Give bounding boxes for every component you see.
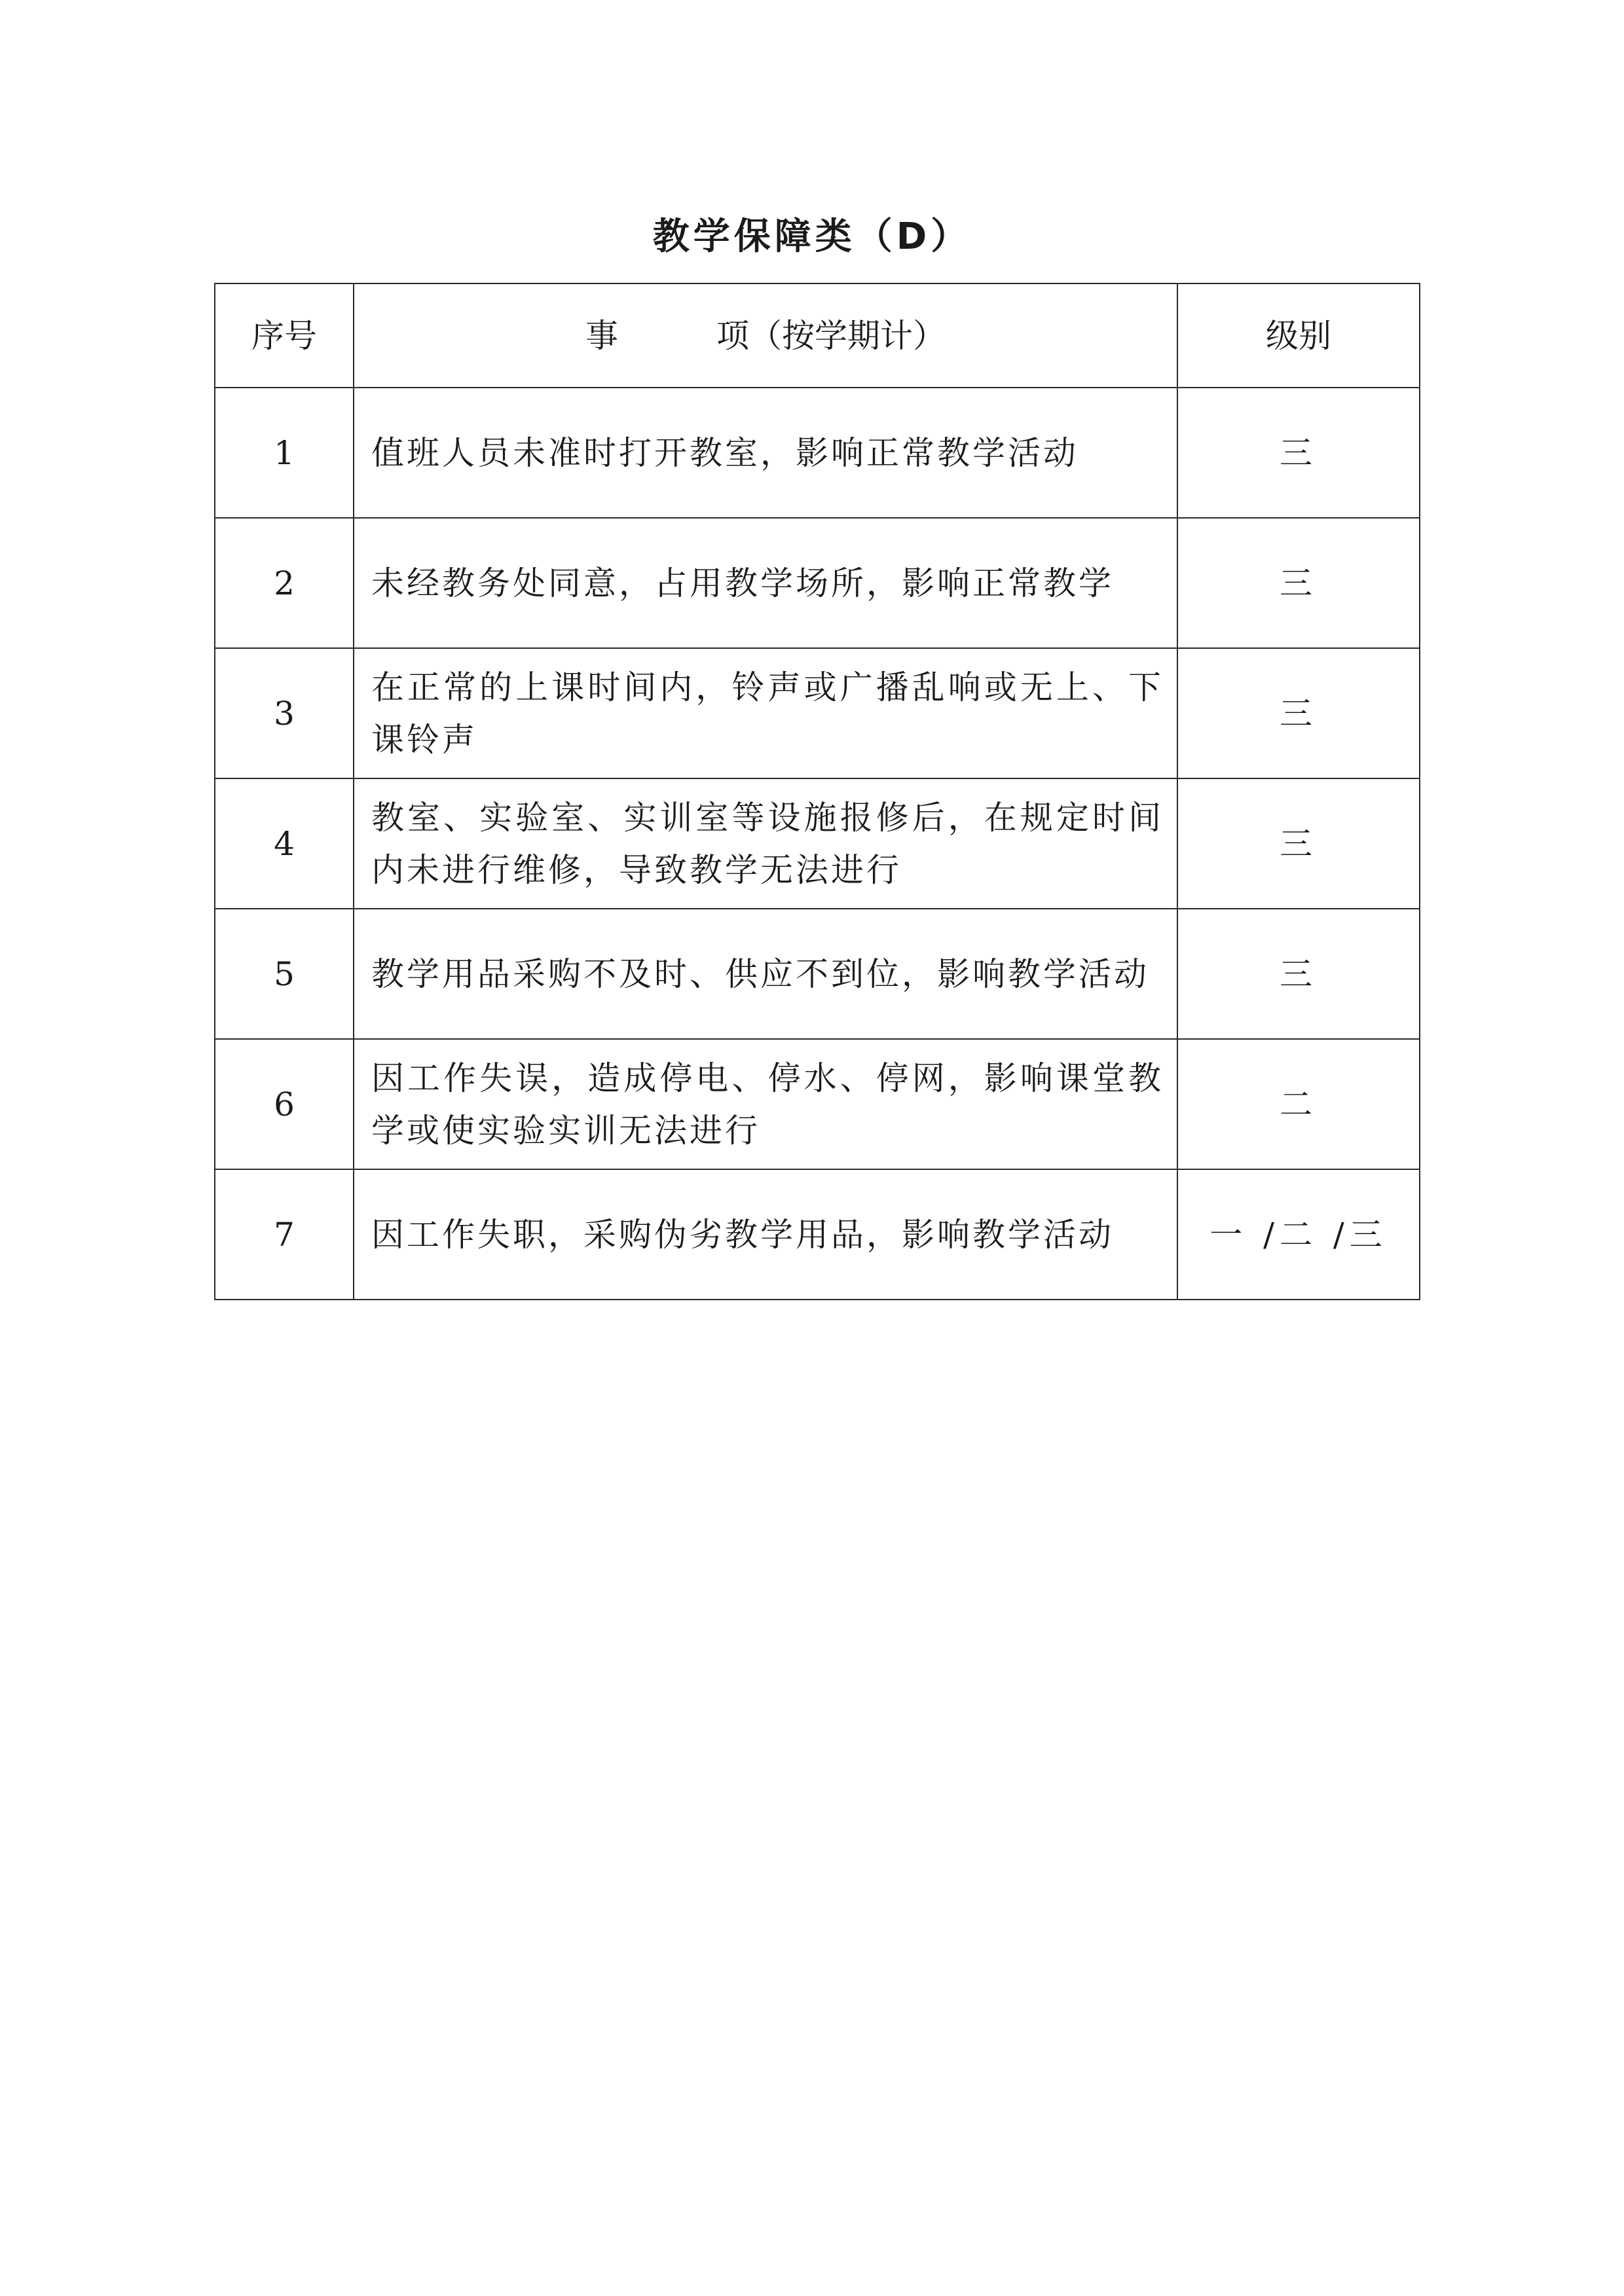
row-level-text: 三 xyxy=(1280,824,1318,863)
table-row xyxy=(215,778,1420,909)
row-number: 7 xyxy=(215,1169,354,1300)
header-cell-item xyxy=(354,283,1177,388)
row-item xyxy=(354,778,1177,909)
row-item-text: 教学用品采购不及时、供应不到位，影响教学活动 xyxy=(371,955,1149,993)
table-header-row xyxy=(215,283,1420,388)
header-cell-level: 级别 xyxy=(1177,283,1420,388)
table-row xyxy=(215,1169,1420,1300)
row-number: 1 xyxy=(215,388,354,518)
row-item xyxy=(354,648,1177,778)
row-level xyxy=(1177,1039,1420,1169)
row-level-text: 三 xyxy=(1280,955,1318,993)
row-level-text: 三 xyxy=(1280,564,1318,602)
row-item xyxy=(354,909,1177,1039)
table-row xyxy=(215,388,1420,518)
row-level-text: 三 xyxy=(1280,694,1318,733)
header-item-left: 事 xyxy=(585,316,618,355)
header-cell-no: 序号 xyxy=(215,283,354,388)
row-item xyxy=(354,388,1177,518)
row-level-text: 一 /二 /三 xyxy=(1209,1215,1388,1254)
row-level xyxy=(1177,909,1420,1039)
row-item-text: 因工作失误，造成停电、停水、停网，影响课堂教学或使实验实训无法进行 xyxy=(371,1059,1164,1150)
row-level xyxy=(1177,388,1420,518)
row-item xyxy=(354,1169,1177,1300)
table-row xyxy=(215,648,1420,778)
row-number: 6 xyxy=(215,1039,354,1169)
row-item-text: 在正常的上课时间内，铃声或广播乱响或无上、下课铃声 xyxy=(371,668,1164,759)
row-item xyxy=(354,1039,1177,1169)
row-item-text: 未经教务处同意，占用教学场所，影响正常教学 xyxy=(371,564,1114,602)
page-title: 教学保障类（D） xyxy=(652,215,972,258)
table-row xyxy=(215,1039,1420,1169)
table-row xyxy=(215,909,1420,1039)
row-level xyxy=(1177,778,1420,909)
row-number: 5 xyxy=(215,909,354,1039)
row-level-text: 二 xyxy=(1280,1085,1318,1123)
row-item xyxy=(354,518,1177,648)
row-number: 4 xyxy=(215,778,354,909)
rules-table xyxy=(214,283,1420,1300)
row-item-text: 教室、实验室、实训室等设施报修后，在规定时间内未进行维修，导致教学无法进行 xyxy=(371,798,1164,889)
row-number: 3 xyxy=(215,648,354,778)
row-number: 2 xyxy=(215,518,354,648)
row-item-text: 因工作失职，采购伪劣教学用品，影响教学活动 xyxy=(371,1215,1114,1254)
row-level xyxy=(1177,648,1420,778)
row-level xyxy=(1177,1169,1420,1300)
row-level-text: 三 xyxy=(1280,433,1318,472)
header-item-right: 项（按学期计） xyxy=(716,316,946,355)
row-item-text: 值班人员未准时打开教室，影响正常教学活动 xyxy=(371,433,1079,472)
row-level xyxy=(1177,518,1420,648)
table-row xyxy=(215,518,1420,648)
